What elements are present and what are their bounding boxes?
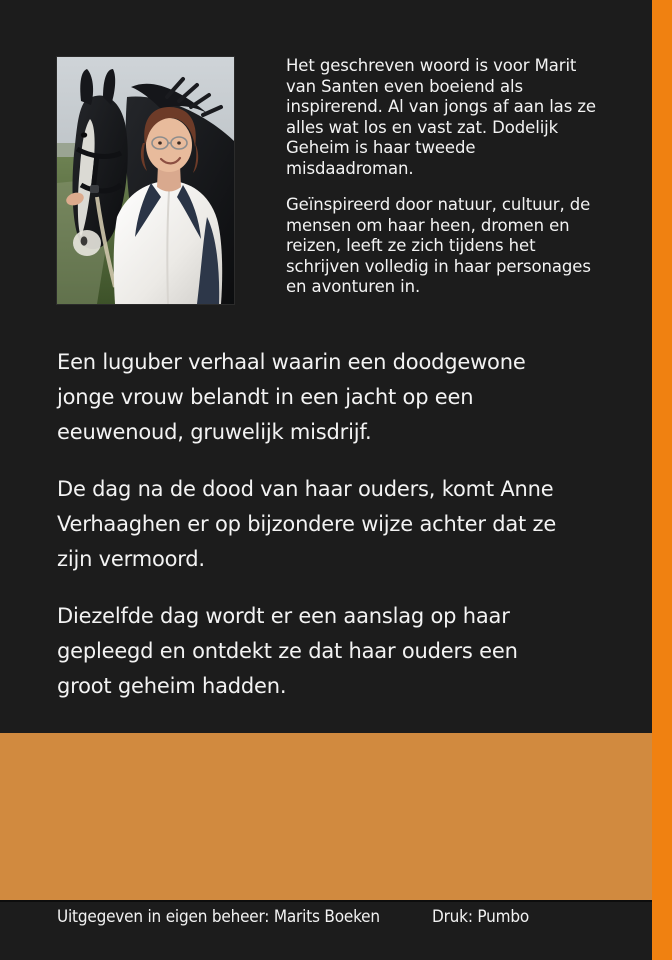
spine-strip xyxy=(652,0,672,960)
synopsis-paragraph-1: Een luguber verhaal waarin een doodgewone jonge vrouw belandt in een jacht op een eeuwenoud, gruwelijk misdrijf. xyxy=(57,350,526,444)
book-synopsis xyxy=(57,345,577,761)
footer-bar xyxy=(0,902,652,960)
orange-band xyxy=(0,733,652,900)
author-bio-paragraph-1: Het geschreven woord is voor Marit van Santen even boeiend als inspirerend. Al van jongs af aan las ze alles wat los en vast zat. Dodelijk Geheim is haar tweede misdaadroman. xyxy=(286,56,596,178)
synopsis-paragraph-3: Diezelfde dag wordt er een aanslag op haar gepleegd en ontdekt ze dat haar ouders een groot geheim hadden. xyxy=(57,604,518,698)
synopsis-paragraph-2: De dag na de dood van haar ouders, komt Anne Verhaaghen er op bijzondere wijze achter dat ze zijn vermoord. xyxy=(57,477,557,571)
author-photo-artwork xyxy=(57,57,234,304)
printer-credit: Druk: Pumbo xyxy=(432,907,530,927)
author-bio-paragraph-2: Geïnspireerd door natuur, cultuur, de mensen om haar heen, dromen en reizen, leeft ze zich tijdens het schrijven volledig in haar personages en avonturen in. xyxy=(286,195,591,296)
author-bio xyxy=(286,56,596,298)
publisher-credit: Uitgegeven in eigen beheer: Marits Boeken xyxy=(57,907,380,927)
author-photo xyxy=(57,57,234,304)
